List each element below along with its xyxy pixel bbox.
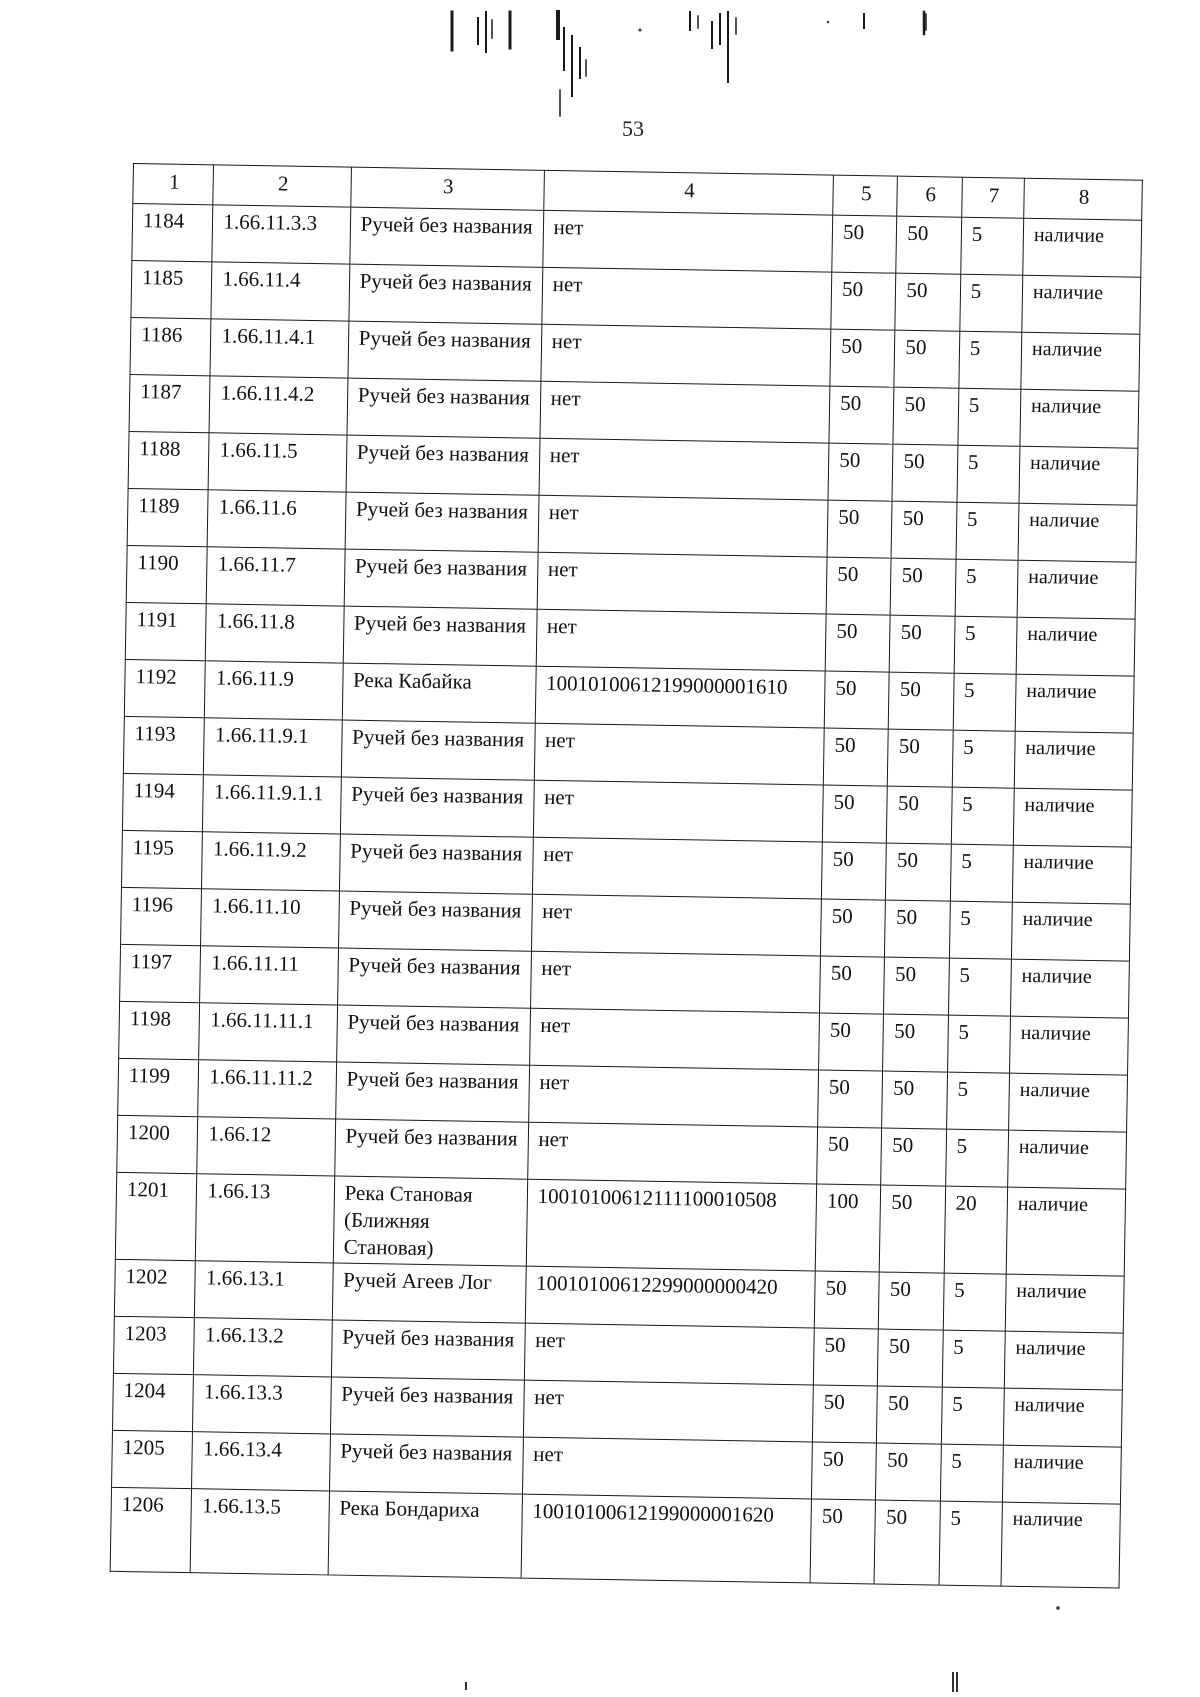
status-cell: наличие [1017, 560, 1136, 619]
column-7-cell: 5 [953, 673, 1016, 731]
column-header-8: 8 [1024, 178, 1143, 220]
column-5-cell: 50 [813, 1385, 878, 1443]
registry-code-cell: 10010100612299000000420 [525, 1266, 815, 1328]
object-code-cell: 1.66.11.6 [208, 490, 346, 549]
object-code-cell: 1.66.13.1 [195, 1261, 333, 1320]
column-7-cell: 5 [945, 1129, 1008, 1187]
column-6-cell: 50 [893, 387, 958, 445]
registry-code-cell: нет [531, 894, 821, 956]
column-5-cell: 50 [827, 500, 892, 558]
table-row [115, 1172, 1125, 1276]
object-name-cell: Ручей без названия [347, 378, 541, 438]
registry-code-cell: нет [542, 210, 832, 272]
object-code-cell: 1.66.13.2 [194, 1318, 332, 1377]
object-code-cell: 1.66.11.4 [211, 262, 349, 321]
column-7-cell: 5 [948, 958, 1011, 1016]
column-6-cell: 50 [880, 1185, 946, 1273]
row-number-cell: 1202 [114, 1259, 195, 1317]
registry-code-cell: нет [530, 951, 820, 1013]
object-code-cell: 1.66.11.3.3 [212, 205, 350, 264]
object-name-cell: Ручей без названия [346, 435, 540, 495]
registry-code-cell: 10010100612199000001620 [521, 1494, 812, 1583]
registry-code-cell: 10010100612199000001610 [535, 666, 825, 728]
column-6-cell: 50 [895, 273, 960, 331]
object-name-cell: Ручей без названия [337, 948, 531, 1008]
row-number-cell: 1196 [121, 887, 202, 945]
status-cell: наличие [1015, 674, 1134, 733]
column-5-cell: 50 [823, 728, 888, 786]
status-cell: наличие [1021, 332, 1140, 391]
object-name-cell: Ручей Агеев Лог [332, 1263, 526, 1323]
column-6-cell: 50 [881, 1128, 946, 1186]
registry-code-cell: нет [539, 438, 829, 500]
column-5-cell: 50 [824, 671, 889, 729]
column-7-cell: 5 [952, 730, 1015, 788]
row-number-cell: 1192 [124, 659, 205, 717]
object-code-cell: 1.66.11.11 [200, 946, 338, 1005]
registry-code-cell: нет [532, 837, 822, 899]
column-7-cell: 5 [943, 1273, 1006, 1331]
row-number-cell: 1194 [122, 773, 203, 831]
object-name-cell: Ручей без названия [330, 1377, 524, 1437]
column-header-2: 2 [213, 165, 351, 207]
column-6-cell: 50 [884, 957, 949, 1015]
registry-code-cell: нет [522, 1437, 812, 1499]
table-body [110, 204, 1142, 1589]
object-code-cell: 1.66.11.8 [206, 604, 344, 663]
object-code-cell: 1.66.11.9.2 [202, 832, 340, 891]
scan-noise-marks [440, 8, 960, 128]
column-5-cell: 50 [821, 899, 886, 957]
object-name-cell: Ручей без названия [343, 606, 537, 666]
column-header-5: 5 [833, 175, 898, 216]
column-7-cell: 5 [960, 274, 1023, 332]
column-6-cell: 50 [885, 900, 950, 958]
row-number-cell: 1193 [123, 716, 204, 774]
column-6-cell: 50 [886, 843, 951, 901]
object-code-cell: 1.66.13.3 [193, 1375, 331, 1434]
status-cell: наличие [1023, 218, 1142, 277]
column-5-cell: 50 [813, 1328, 878, 1386]
column-7-cell: 5 [954, 616, 1017, 674]
status-cell: наличие [1014, 731, 1133, 790]
column-5-cell: 50 [817, 1127, 882, 1185]
object-name-cell: Река Бондариха [328, 1491, 522, 1578]
object-name-cell: Река Кабайка [342, 663, 536, 723]
status-cell: наличие [1013, 788, 1132, 847]
column-6-cell: 50 [888, 729, 953, 787]
registry-code-cell: нет [533, 780, 823, 842]
column-7-cell: 5 [957, 445, 1020, 503]
row-number-cell: 1200 [117, 1115, 198, 1173]
column-7-cell: 20 [944, 1186, 1008, 1274]
object-name-cell: Ручей без названия [329, 1434, 523, 1494]
column-header-4: 4 [543, 170, 833, 215]
column-7-cell: 5 [959, 331, 1022, 389]
column-6-cell: 50 [892, 501, 957, 559]
status-cell: наличие [1005, 1274, 1124, 1333]
object-name-cell: Ручей без названия [348, 321, 542, 381]
column-5-cell: 50 [814, 1271, 879, 1329]
status-cell: наличие [1006, 1187, 1125, 1276]
column-6-cell: 50 [889, 672, 954, 730]
status-cell: наличие [1020, 389, 1139, 448]
row-number-cell: 1184 [132, 204, 213, 262]
column-5-cell: 50 [831, 272, 896, 330]
scan-noise-bottom [0, 1600, 1200, 1697]
registry-code-cell: нет [524, 1323, 814, 1385]
column-6-cell: 50 [878, 1329, 943, 1387]
registry-code-cell: нет [534, 723, 824, 785]
object-name-cell: Ручей без названия [336, 1005, 530, 1065]
row-number-cell: 1203 [113, 1316, 194, 1374]
column-7-cell: 5 [942, 1330, 1005, 1388]
column-6-cell: 50 [892, 444, 957, 502]
object-code-cell: 1.66.11.11.2 [198, 1060, 336, 1119]
status-cell: наличие [1012, 845, 1131, 904]
row-number-cell: 1188 [128, 431, 209, 489]
status-cell: наличие [1009, 1073, 1128, 1132]
column-header-6: 6 [897, 176, 962, 217]
column-header-1: 1 [133, 164, 214, 205]
registry-code-cell: нет [538, 495, 828, 557]
column-7-cell: 5 [961, 217, 1024, 275]
object-code-cell: 1.66.11.11.1 [199, 1003, 337, 1062]
table-row [110, 1487, 1120, 1588]
object-name-cell: Ручей без названия [349, 264, 543, 324]
registry-table [110, 163, 1143, 1589]
status-cell: наличие [1022, 275, 1141, 334]
status-cell: наличие [1001, 1502, 1120, 1588]
row-number-cell: 1190 [126, 545, 207, 603]
column-header-3: 3 [350, 167, 544, 210]
column-7-cell: 5 [950, 844, 1013, 902]
column-5-cell: 50 [829, 386, 894, 444]
status-cell: наличие [1011, 902, 1130, 961]
page-number: 53 [622, 116, 644, 141]
column-5-cell: 50 [820, 956, 885, 1014]
object-name-cell: Ручей без названия [344, 549, 538, 609]
column-6-cell: 50 [883, 1014, 948, 1072]
registry-code-cell: нет [536, 609, 826, 671]
column-6-cell: 50 [894, 330, 959, 388]
column-7-cell: 5 [947, 1015, 1010, 1073]
row-number-cell: 1195 [121, 830, 202, 888]
status-cell: наличие [1010, 1016, 1129, 1075]
object-code-cell: 1.66.13.5 [191, 1489, 330, 1575]
row-number-cell: 1185 [131, 260, 212, 318]
row-number-cell: 1205 [112, 1430, 193, 1488]
registry-code-cell: нет [523, 1380, 813, 1442]
status-cell: наличие [1008, 1130, 1127, 1189]
column-7-cell: 5 [951, 787, 1014, 845]
column-5-cell: 50 [822, 785, 887, 843]
object-code-cell: 1.66.11.7 [207, 547, 345, 606]
row-number-cell: 1186 [130, 317, 211, 375]
object-code-cell: 1.66.11.5 [208, 433, 346, 492]
status-cell: наличие [1003, 1388, 1122, 1447]
column-5-cell: 50 [826, 557, 891, 615]
column-6-cell: 50 [876, 1443, 941, 1501]
status-cell: наличие [1019, 446, 1138, 505]
registry-code-cell: нет [529, 1008, 819, 1070]
status-cell: наличие [1004, 1331, 1123, 1390]
registry-code-cell: нет [537, 552, 827, 614]
column-5-cell: 50 [822, 842, 887, 900]
row-number-cell: 1201 [115, 1172, 197, 1260]
registry-code-cell: нет [541, 324, 831, 386]
column-7-cell: 5 [941, 1387, 1004, 1445]
object-name-cell: Ручей без названия [338, 891, 532, 951]
object-code-cell: 1.66.13 [196, 1174, 335, 1263]
object-name-cell: Река Становая (Ближняя Становая) [333, 1176, 527, 1266]
column-6-cell: 50 [875, 1500, 941, 1585]
row-number-cell: 1197 [120, 944, 201, 1002]
column-5-cell: 50 [810, 1499, 876, 1584]
object-name-cell: Ручей без названия [335, 1062, 529, 1122]
column-5-cell: 50 [825, 614, 890, 672]
column-5-cell: 50 [830, 329, 895, 387]
column-6-cell: 50 [891, 558, 956, 616]
column-7-cell: 5 [949, 901, 1012, 959]
object-name-cell: Ручей без названия [341, 720, 535, 780]
row-number-cell: 1206 [110, 1487, 192, 1572]
registry-code-cell: нет [540, 381, 830, 443]
column-7-cell: 5 [939, 1501, 1003, 1586]
column-7-cell: 5 [955, 559, 1018, 617]
object-name-cell: Ручей без названия [345, 492, 539, 552]
column-5-cell: 50 [812, 1442, 877, 1500]
registry-code-cell: нет [542, 267, 832, 329]
row-number-cell: 1204 [112, 1373, 193, 1431]
object-code-cell: 1.66.11.9.1 [204, 718, 342, 777]
object-name-cell: Ручей без названия [331, 1320, 525, 1380]
object-name-cell: Ручей без названия [334, 1119, 528, 1179]
object-code-cell: 1.66.13.4 [192, 1432, 330, 1491]
column-5-cell: 50 [819, 1013, 884, 1071]
column-6-cell: 50 [890, 615, 955, 673]
status-cell: наличие [1016, 617, 1135, 676]
registry-table-wrap [110, 163, 1143, 1589]
registry-code-cell: нет [527, 1122, 817, 1184]
object-name-cell: Ручей без названия [339, 834, 533, 894]
column-6-cell: 50 [887, 786, 952, 844]
column-6-cell: 50 [879, 1272, 944, 1330]
column-6-cell: 50 [877, 1386, 942, 1444]
column-5-cell: 50 [832, 215, 897, 273]
column-7-cell: 5 [956, 502, 1019, 560]
object-code-cell: 1.66.11.4.2 [209, 376, 347, 435]
column-6-cell: 50 [882, 1071, 947, 1129]
row-number-cell: 1191 [125, 602, 206, 660]
column-header-7: 7 [962, 177, 1025, 218]
column-5-cell: 50 [828, 443, 893, 501]
registry-code-cell: нет [528, 1065, 818, 1127]
registry-code-cell: 10010100612111100010508 [526, 1179, 817, 1271]
object-code-cell: 1.66.11.4.1 [210, 319, 348, 378]
column-6-cell: 50 [896, 216, 961, 274]
column-7-cell: 5 [946, 1072, 1009, 1130]
object-code-cell: 1.66.11.9.1.1 [203, 775, 341, 834]
object-name-cell: Ручей без названия [349, 207, 543, 267]
row-number-cell: 1199 [118, 1058, 199, 1116]
object-code-cell: 1.66.11.9 [205, 661, 343, 720]
row-number-cell: 1198 [119, 1001, 200, 1059]
column-5-cell: 100 [815, 1184, 881, 1272]
row-number-cell: 1189 [127, 488, 208, 546]
column-7-cell: 5 [958, 388, 1021, 446]
row-number-cell: 1187 [129, 374, 210, 432]
column-5-cell: 50 [818, 1070, 883, 1128]
status-cell: наличие [1010, 959, 1129, 1018]
column-7-cell: 5 [940, 1444, 1003, 1502]
object-code-cell: 1.66.12 [197, 1117, 335, 1176]
object-name-cell: Ручей без названия [340, 777, 534, 837]
status-cell: наличие [1002, 1445, 1121, 1504]
status-cell: наличие [1018, 503, 1137, 562]
object-code-cell: 1.66.11.10 [201, 889, 339, 948]
